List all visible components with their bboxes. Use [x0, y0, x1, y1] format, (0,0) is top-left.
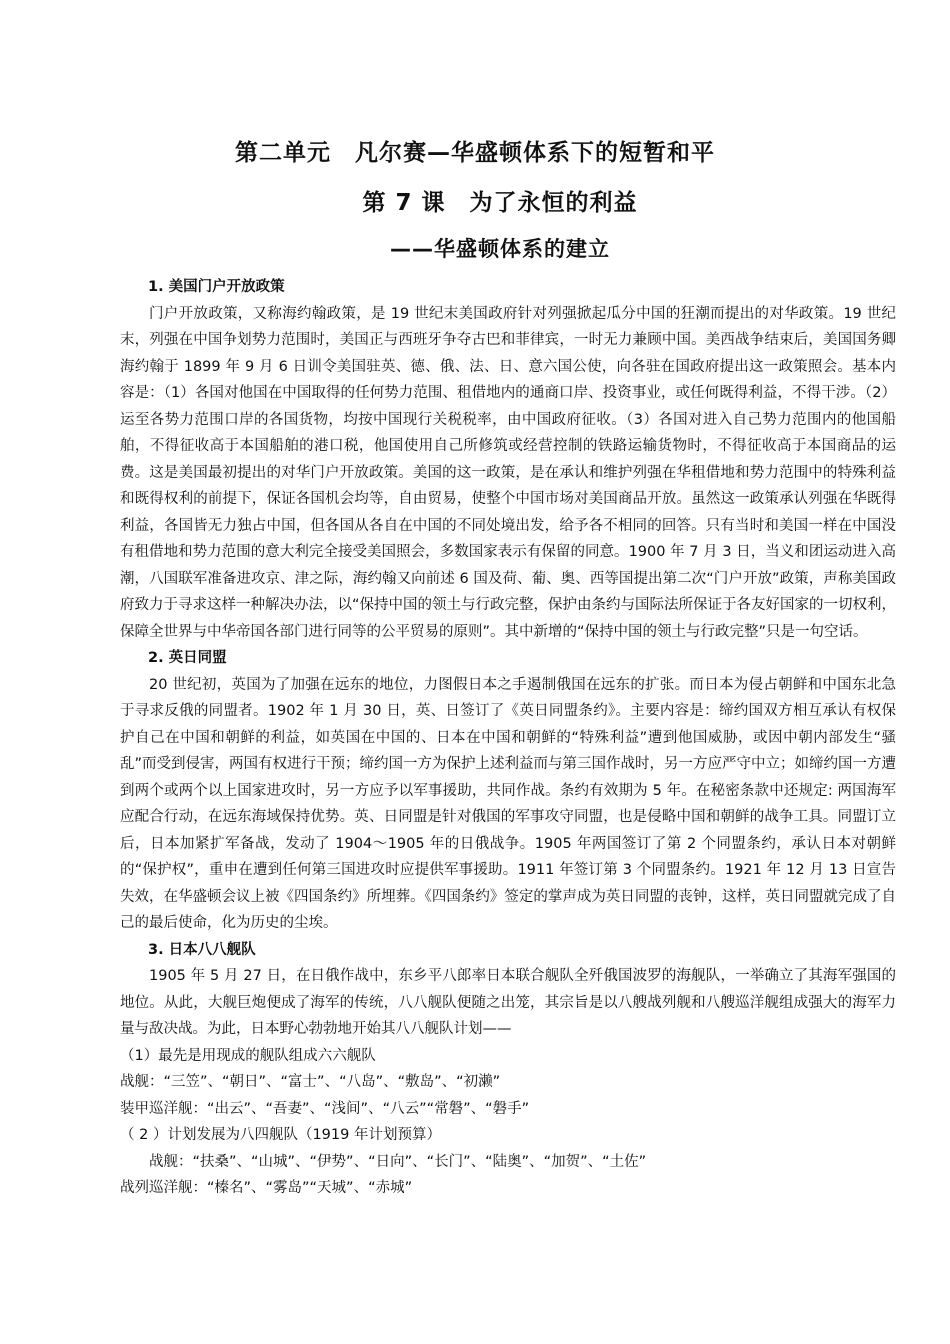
fleet-plan-line-2: 战舰：“三笠”、“朝日”、“富士”、“八岛”、“敷岛”、“初濑” — [120, 1074, 501, 1090]
fleet-plan-line-4: （ 2 ）计划发展为八四舰队（1919 年计划预算） — [120, 1127, 441, 1143]
section-3-heading: 3. 日本八八舰队 — [148, 941, 256, 958]
section-3-paragraph: 1905 年 5 月 27 日，在日俄作战中，东乡平八郎率日本联合舰队全歼俄国波罗的海舰队，一举确立了其海军强国的地位。从此，大舰巨炮便成了海军的传统，八八舰队便随之出笼，其宗旨是以八艘战列舰和八艘巡洋舰组成强大的海军力量与敌决战。为此，日本野心勃勃地开始其八八舰队计划—— — [120, 968, 896, 1037]
unit-title: 第二单元 凡尔赛—华盛顿体系下的短暂和平 — [235, 140, 715, 166]
lesson-title: 第 7 课 为了永恒的利益 — [362, 190, 638, 216]
section-2-paragraph: 20 世纪初，英国为了加强在远东的地位，力图假日本之手遏制俄国在远东的扩张。而日本为侵占朝鲜和中国东北急于寻求反俄的同盟者。1902 年 1 月 30 日，英、日签订了《英日同盟条约》。主要内容是：缔约国双方相互承认有权保护自己在中国和朝鲜的利益，如英国在中国的、日本在中国和朝鲜的“特殊利益”遭到他国威胁，或因中朝内部发生“骚乱”而受到侵害，两国有权进行干预；缔约国一方为保护上述利益而与第三国作战时，另一方应严守中立；如缔约国一方遭到两个或两个以上国家进攻时，另一方应予以军事援助，共同作战。条约有效期为 5 年。在秘密条款中还规定: 两国海军应配合行动，在远东海域保持优势。英、日同盟是针对俄国的军事攻守同盟，也是侵略中国和朝鲜的战争工具。同盟订立后，日本加紧扩军备战，发动了 1904～1905 年的日俄战争。1905 年两国签订了第 2 个同盟条约，承认日本对朝鲜的“保护权”，重申在遭到任何第三国进攻时应提供军事援助。1911 年签订第 3 个同盟条约。1921 年 12 月 13 日宣告失效，在华盛顿会议上被《四国条约》所埋葬。《四国条约》签定的掌声成为英日同盟的丧钟，这样，英日同盟就完成了自己的最后使命，化为历史的尘埃。 — [120, 676, 897, 931]
fleet-plan-line-6: 战列巡洋舰：“榛名”、“雾岛”“天城”、“赤城” — [120, 1180, 413, 1196]
section-2-heading: 2. 英日同盟 — [148, 650, 227, 666]
section-1-paragraph: 门户开放政策，又称海约翰政策，是 19 世纪末美国政府针对列强掀起瓜分中国的狂潮而提出的对华政策。19 世纪末，列强在中国争划势力范围时，美国正与西班牙争夺古巴和菲律宾，一时无力兼顾中国。美西战争结束后，美国国务卿海约翰于 1899 年 9 月 6 日训令美国驻英、德、俄、法、日、意六国公使，向各驻在国政府提出这一政策照会。基本内容是：（1）各国对他国在中国取得的任何势力范围、租借地内的通商口岸、投资事业，或任何既得利益，不得干涉。（2）运至各势力范围口岸的各国货物，均按中国现行关税税率，由中国政府征收。（3）各国对进入自己势力范围内的他国船舶，不得征收高于本国船舶的港口税，他国使用自己所修筑或经营控制的铁路运输货物时，不得征收高于本国商品的运费。这是美国最初提出的对华门户开放政策。美国的这一政策，是在承认和维护列强在华租借地和势力范围中的特殊利益和既得权利的前提下，保证各国机会均等，自由贸易，使整个中国市场对美国商品开放。虽然这一政策承认列强在华既得利益，各国皆无力独占中国，但各国从各自在中国的不同处境出发，给予各不相同的回答。只有当时和美国一样在中国没有租借地和势力范围的意大利完全接受美国照会，多数国家表示有保留的同意。1900 年 7 月 3 日，当义和团运动进入高潮，八国联军准备进攻京、津之际，海约翰又向前述 6 国及荷、葡、奥、西等国提出第二次“门户开放”政策，声称美国政府致力于寻求这样一种解决办法，以“保持中国的领土与行政完整，保护由条约与国际法所保证于各友好国家的一切权利，保障全世界与中华帝国各部门进行同等的公平贸易的原则”。其中新增的“保持中国的领土与行政完整”只是一句空话。 — [120, 305, 897, 640]
fleet-plan-line-3: 装甲巡洋舰：“出云”、“吾妻”、“浅间”、“八云”“常磐”、“磐手” — [120, 1100, 530, 1117]
fleet-plan-line-5: 战舰：“扶桑”、“山城”、“伊势”、“日向”、“长门”、“陆奥”、“加贺”、“土佐” — [149, 1153, 647, 1170]
section-1-heading: 1. 美国门户开放政策 — [148, 279, 285, 295]
document-body — [120, 274, 896, 1202]
fleet-plan-line-1: （1）最先是用现成的舰队组成六六舰队 — [120, 1047, 376, 1064]
lesson-subtitle: ——华盛顿体系的建立 — [390, 237, 610, 261]
